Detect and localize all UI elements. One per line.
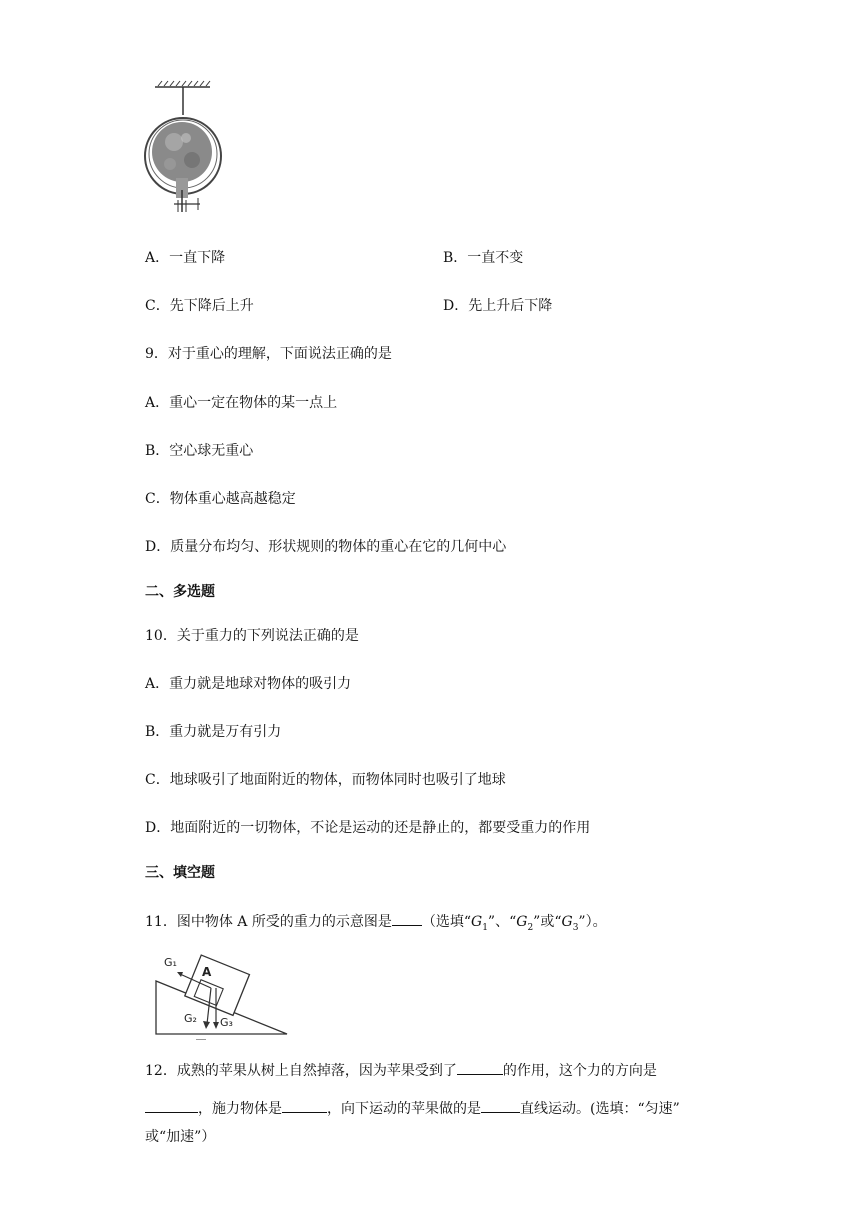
label-a: A	[202, 965, 212, 979]
q10-option-b: B．重力就是万有引力	[145, 724, 282, 740]
suspended-ball-figure	[140, 78, 240, 218]
q11-stem	[145, 911, 607, 938]
q10-option-c: C．地球吸引了地面附近的物体，而物体同时也吸引了地球	[145, 772, 506, 788]
section-heading-multiple-choice: 二、多选题	[145, 584, 215, 600]
q12-line-1	[145, 1060, 657, 1081]
q12-line-3: 或“加速”）	[145, 1129, 216, 1145]
q12-blank-3[interactable]	[282, 1098, 327, 1113]
label-g1: G₁	[164, 956, 177, 969]
q8-option-b: B．一直不变	[443, 250, 524, 266]
q9-option-d: D．质量分布均匀、形状规则的物体的重心在它的几何中心	[145, 539, 507, 555]
q8-option-a: A．一直下降	[145, 250, 226, 266]
q12-blank-2[interactable]	[145, 1098, 198, 1113]
q8-option-d: D．先上升后下降	[443, 298, 553, 314]
q12-blank-1[interactable]	[457, 1060, 503, 1075]
q11-sub-2: 2	[527, 922, 534, 933]
q12-blank-4[interactable]	[481, 1098, 520, 1113]
q11-sep-1: ”、“	[487, 914, 517, 930]
q12-line-2	[145, 1098, 680, 1119]
q12-line-1-suffix: 的作用，这个力的方向是	[502, 1063, 657, 1079]
q11-g-symbol: G	[516, 914, 528, 930]
label-g3: G₃	[220, 1016, 233, 1029]
q9-option-b: B．空心球无重心	[145, 443, 254, 459]
q11-g-symbol: G	[561, 914, 573, 930]
incline-block-figure	[150, 950, 300, 1040]
q11-answer-blank[interactable]	[392, 911, 422, 926]
q11-sub-3: 3	[572, 922, 579, 933]
label-g2: G₂	[184, 1012, 197, 1025]
q11-stem-prefix: 11．图中物体 A 所受的重力的示意图是	[145, 914, 392, 930]
q9-option-a: A．重心一定在物体的某一点上	[145, 395, 338, 411]
q12-line-1-prefix: 12．成熟的苹果从树上自然掉落，因为苹果受到了	[145, 1063, 457, 1079]
q12-line-2-part-3: 直线运动。(选填：“匀速”	[520, 1101, 680, 1117]
q11-stem-options-prefix: （选填“	[421, 914, 471, 930]
q10-option-a: A．重力就是地球对物体的吸引力	[145, 676, 352, 692]
q9-stem: 9．对于重心的理解，下面说法正确的是	[145, 346, 392, 362]
q10-option-d: D．地面附近的一切物体，不论是运动的还是静止的，都要受重力的作用	[145, 820, 591, 836]
section-heading-fill-in: 三、填空题	[145, 865, 215, 881]
q11-stem-end: ”）。	[578, 914, 607, 930]
q11-g-symbol: G	[471, 914, 483, 930]
q10-stem: 10．关于重力的下列说法正确的是	[145, 628, 359, 644]
q9-option-c: C．物体重心越高越稳定	[145, 491, 296, 507]
q8-option-c: C．先下降后上升	[145, 298, 254, 314]
q12-line-2-part-1: ，施力物体是	[198, 1101, 282, 1117]
q12-line-2-part-2: ，向下运动的苹果做的是	[327, 1101, 481, 1117]
q11-sep-2: ”或“	[533, 914, 562, 930]
q11-sub-1: 1	[482, 922, 488, 933]
